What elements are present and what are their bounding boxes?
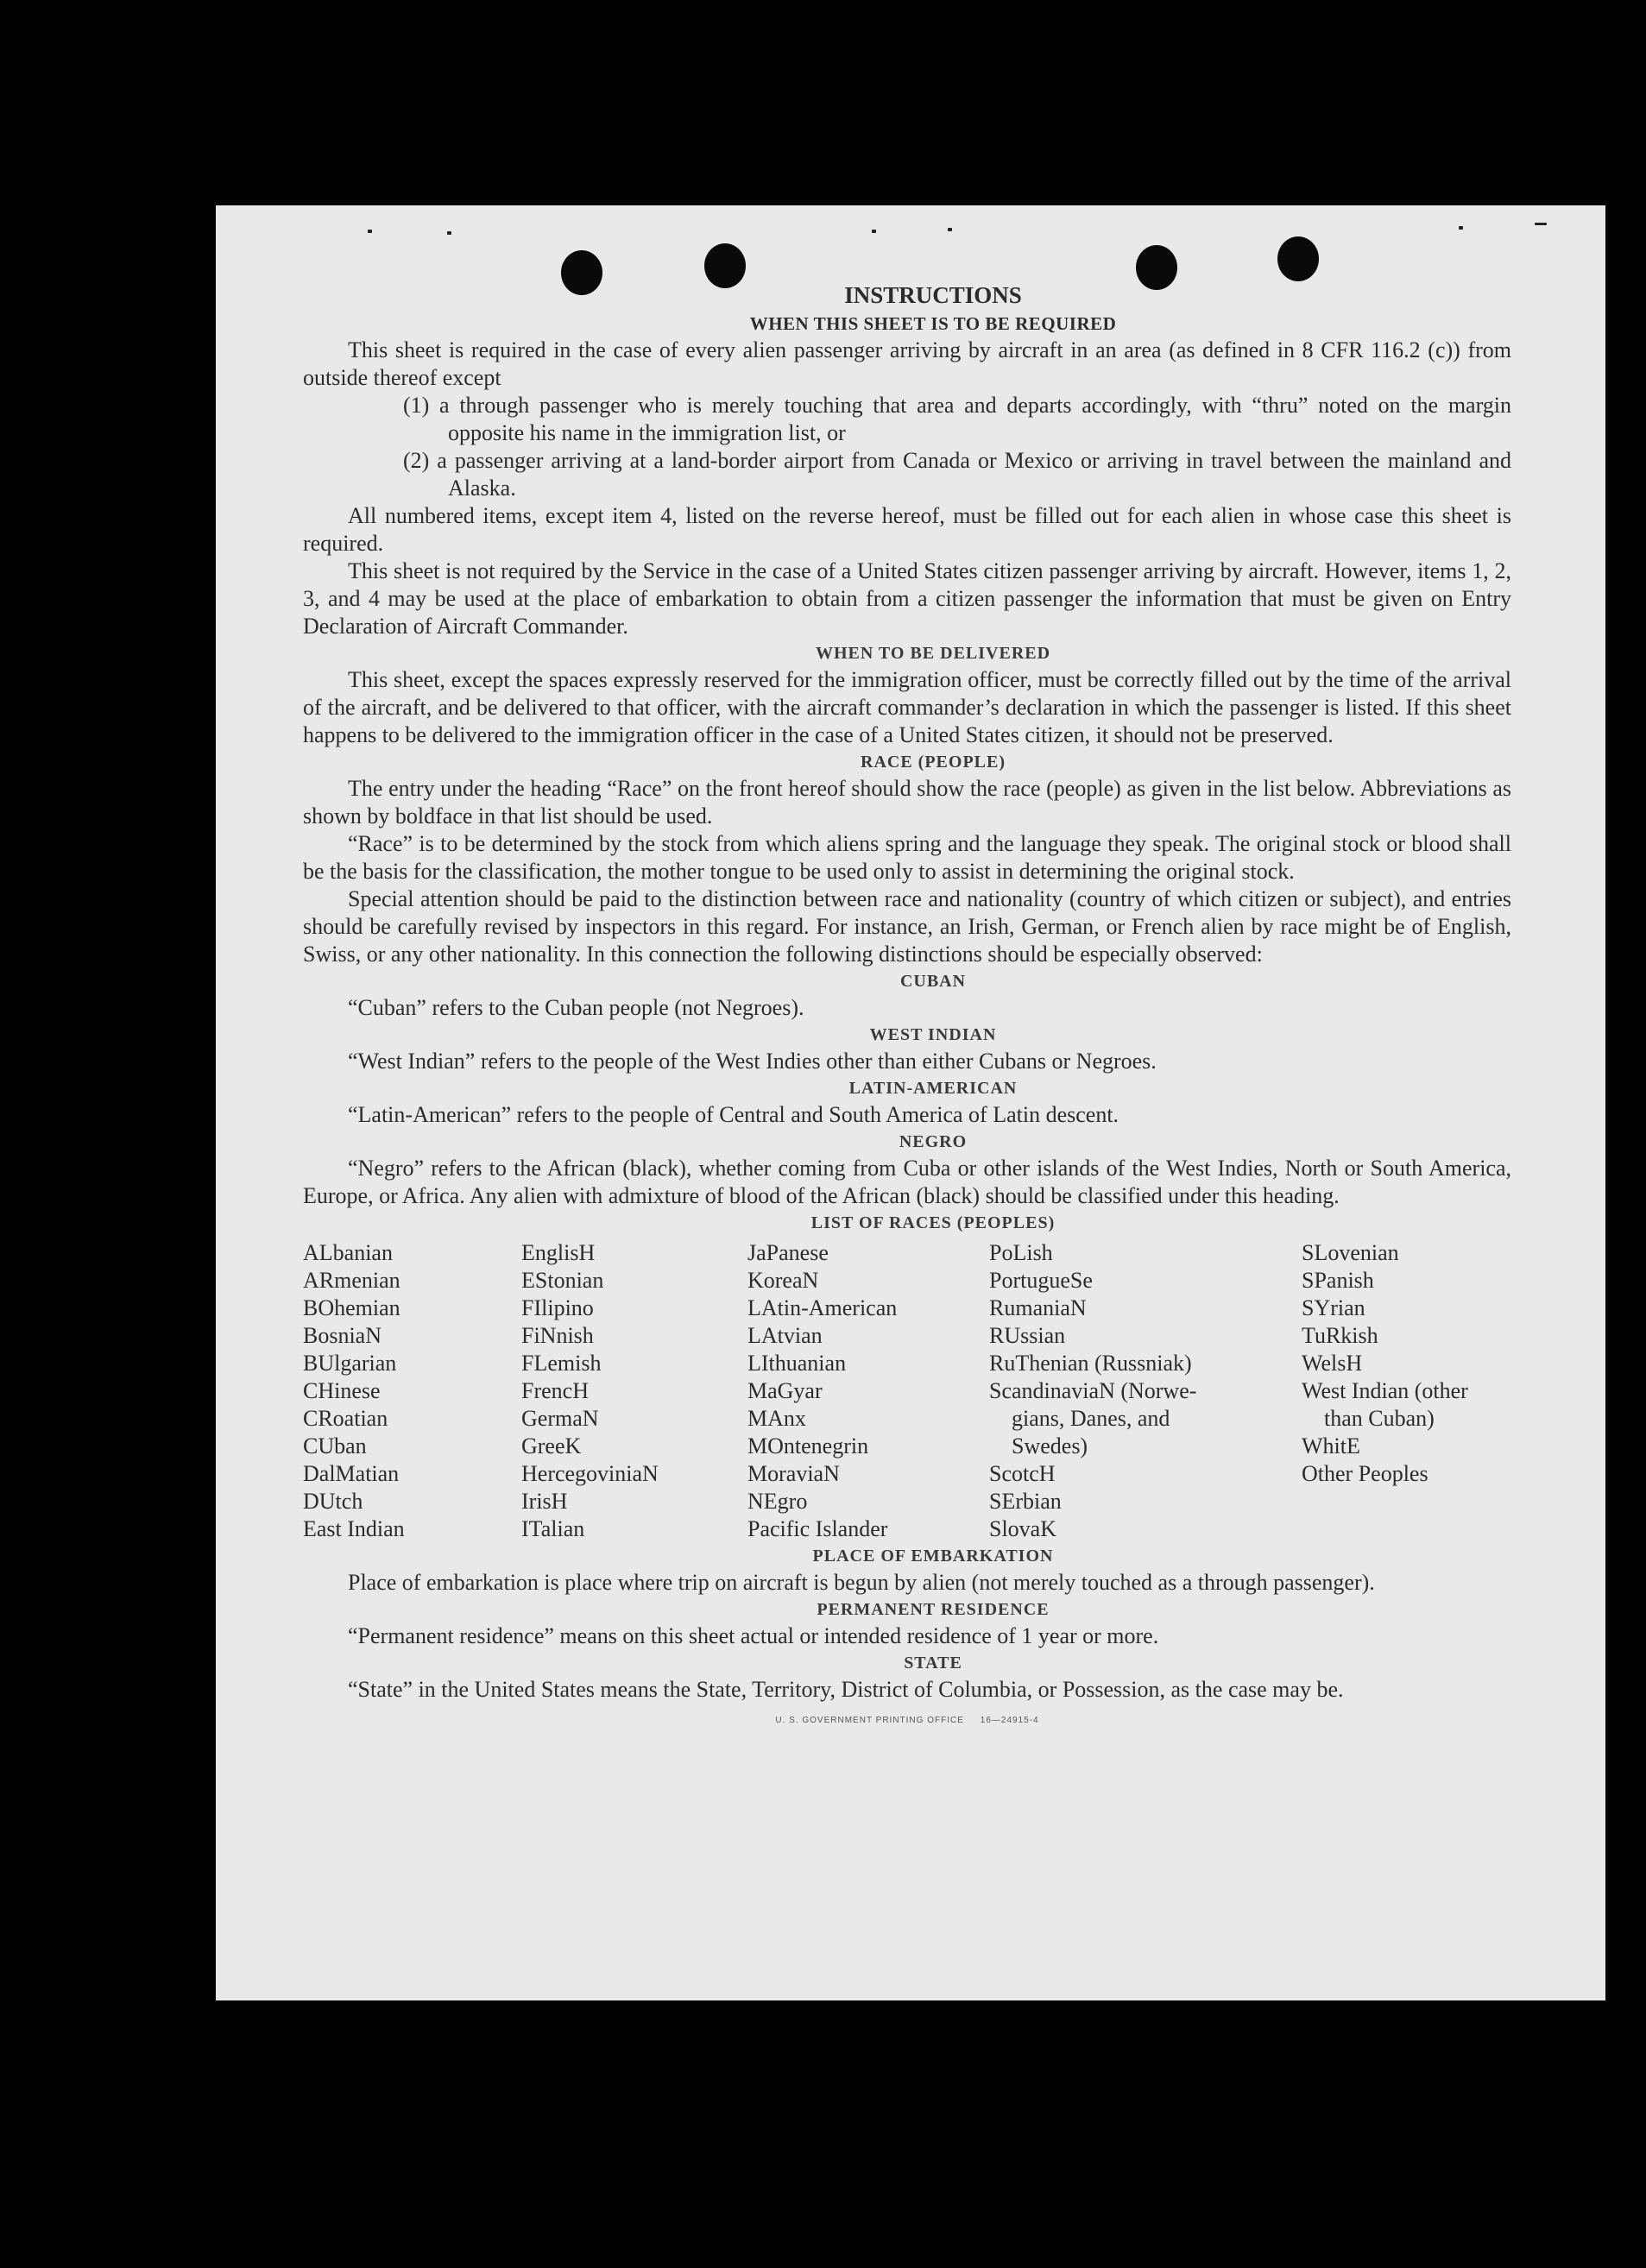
race-entry: MAnx (747, 1406, 806, 1431)
race-entry: DUtch (303, 1489, 363, 1514)
speck (872, 230, 876, 233)
section-heading-west-indian: WEST INDIAN (869, 1025, 997, 1044)
race-entry: WhitE (1302, 1433, 1360, 1458)
race-entry: MoraviaN (747, 1461, 840, 1486)
speck (368, 230, 372, 233)
race-entry: FIlipino (521, 1295, 594, 1320)
race-entry: SYrian (1302, 1295, 1365, 1320)
race-entry: KoreaN (747, 1268, 819, 1293)
definition: “Permanent residence” means on this sheet actual or intended residence of 1 year or more. (348, 1623, 1159, 1648)
race-entry: NEgro (747, 1489, 808, 1514)
list-item: (2) a passenger arriving at a land-border airport from Canada or Mexico or arriving in travel between the mainland and Alaska. (403, 448, 1511, 501)
form-code: 16—24915-4 (980, 1716, 1039, 1725)
races-column-2 (521, 1239, 747, 1543)
race-entry: MOntenegrin (747, 1433, 869, 1458)
race-entry: RUssian (989, 1323, 1066, 1348)
race-entry: FLemish (521, 1351, 602, 1376)
race-entry: PortugueSe (989, 1268, 1093, 1293)
race-entry: EStonian (521, 1268, 604, 1293)
race-entry: LAtvian (747, 1323, 823, 1348)
race-entry: SPanish (1302, 1268, 1374, 1293)
race-entry: TuRkish (1302, 1323, 1378, 1348)
speck (948, 228, 952, 231)
sheet-content (303, 280, 1511, 1725)
race-entry: CRoatian (303, 1406, 388, 1431)
race-entry: West Indian (other (1302, 1378, 1468, 1403)
instruction-sheet (216, 205, 1605, 2000)
paragraph: All numbered items, except item 4, listed on the reverse hereof, must be filled out for each alien in whose case this sheet is required. (303, 503, 1511, 556)
race-entry: JaPanese (747, 1240, 829, 1265)
race-entry: CUban (303, 1433, 367, 1458)
definition: “State” in the United States means the State, Territory, District of Columbia, or Possession, as the case may be. (348, 1677, 1344, 1702)
paragraph: The entry under the heading “Race” on the front hereof should show the race (people) as given in the list below. Abbreviations as shown by boldface in that list should be used. (303, 776, 1511, 828)
race-entry: ScotcH (989, 1461, 1056, 1486)
paragraph: This sheet, except the spaces expressly reserved for the immigration officer, must be correctly filled out by the time of the arrival of the aircraft, and be delivered to that officer, with the aircraft commander’s declaration in which the passenger is listed. If this sheet happens to be delivered to the immigration officer in the case of a United States citizen, it should not be preserved. (303, 667, 1511, 747)
section-heading-residence: PERMANENT RESIDENCE (817, 1600, 1050, 1619)
race-entry: HercegoviniaN (521, 1461, 659, 1486)
race-entry: RuThenian (Russniak) (989, 1351, 1192, 1376)
punch-hole (1277, 236, 1319, 281)
section-heading-required: WHEN THIS SHEET IS TO BE REQUIRED (749, 313, 1117, 334)
race-entry: ALbanian (303, 1240, 393, 1265)
definition: “Cuban” refers to the Cuban people (not Negroes). (348, 995, 804, 1020)
race-entry: CHinese (303, 1378, 381, 1403)
race-entry-continued: than Cuban) (1324, 1406, 1435, 1431)
section-heading-latin-american: LATIN-AMERICAN (848, 1079, 1018, 1098)
race-entry: SErbian (989, 1489, 1062, 1514)
section-heading-embarkation: PLACE OF EMBARKATION (812, 1547, 1054, 1566)
race-entry: GermaN (521, 1406, 599, 1431)
printer-name: U. S. GOVERNMENT PRINTING OFFICE (775, 1716, 964, 1725)
printer-imprint (303, 1716, 1511, 1725)
race-entry: LAtin-American (747, 1295, 898, 1320)
race-entry: GreeK (521, 1433, 582, 1458)
list-item: (1) a through passenger who is merely touching that area and departs accordingly, with “thru” noted on the margin opposite his name in the immigration list, or (403, 393, 1511, 445)
race-entry: Pacific Islander (747, 1516, 888, 1541)
races-column-1 (303, 1239, 521, 1543)
race-entry: RumaniaN (989, 1295, 1087, 1320)
race-entry: ScandinaviaN (Norwe- (989, 1378, 1197, 1403)
speck (1535, 223, 1547, 225)
race-entry: FiNnish (521, 1323, 594, 1348)
race-entry: DalMatian (303, 1461, 400, 1486)
race-entry: ARmenian (303, 1268, 400, 1293)
section-heading-state: STATE (904, 1654, 962, 1673)
race-entry: SLovenian (1302, 1240, 1399, 1265)
paragraph: “Race” is to be determined by the stock from which aliens spring and the language they speak. The original stock or blood shall be the basis for the classification, the mother tongue to be used only to assist in determining the original stock. (303, 831, 1511, 884)
races-column-4 (989, 1239, 1302, 1543)
race-entry: BUlgarian (303, 1351, 397, 1376)
races-column-3 (747, 1239, 989, 1543)
race-entry: FrencH (521, 1378, 589, 1403)
speck (447, 231, 451, 235)
paragraph: This sheet is required in the case of every alien passenger arriving by aircraft in an area (as defined in 8 CFR 116.2 (c)) from outside thereof except (303, 337, 1511, 390)
definition: Place of embarkation is place where trip on aircraft is begun by alien (not merely touched as a through passenger). (348, 1570, 1375, 1595)
paragraph: This sheet is not required by the Service in the case of a United States citizen passenger arriving by aircraft. However, items 1, 2, 3, and 4 may be used at the place of embarkation to obtain from a citizen passenger the information that must be given on Entry Declaration of Aircraft Commander. (303, 558, 1511, 639)
race-entry: PoLish (989, 1240, 1053, 1265)
race-entry: SlovaK (989, 1516, 1056, 1541)
page-title: INSTRUCTIONS (844, 282, 1022, 308)
race-entry: EnglisH (521, 1240, 596, 1265)
definition: “Negro” refers to the African (black), whether coming from Cuba or other islands of the West Indies, North or South America, Europe, or Africa. Any alien with admixture of blood of the African (black) should be classified under this heading. (303, 1156, 1511, 1208)
race-entry: LIthuanian (747, 1351, 847, 1376)
race-entry-continued: gians, Danes, and (1012, 1406, 1170, 1431)
section-heading-races-list: LIST OF RACES (PEOPLES) (810, 1213, 1056, 1232)
section-heading-delivered: WHEN TO BE DELIVERED (815, 644, 1051, 663)
section-heading-race: RACE (PEOPLE) (861, 753, 1006, 772)
paragraph: Special attention should be paid to the distinction between race and nationality (country of which citizen or subject), and entries should be carefully revised by inspectors in this regard. For instance, an Irish, German, or French alien by race might be of English, Swiss, or any other nationality. In this connection the following distinctions should be especially observed: (303, 886, 1511, 967)
race-entry: ITalian (521, 1516, 585, 1541)
definition: “Latin-American” refers to the people of Central and South America of Latin descent. (348, 1102, 1119, 1127)
speck (1459, 226, 1463, 230)
races-column-5 (1302, 1239, 1511, 1543)
race-entry: BOhemian (303, 1295, 400, 1320)
race-entry: East Indian (303, 1516, 405, 1541)
section-heading-cuban: CUBAN (899, 972, 967, 991)
race-entry: BosniaN (303, 1323, 382, 1348)
race-entry: MaGyar (747, 1378, 823, 1403)
races-list (303, 1239, 1511, 1543)
race-entry: Other Peoples (1302, 1461, 1428, 1486)
race-entry: IrisH (521, 1489, 568, 1514)
definition: “West Indian” refers to the people of the West Indies other than either Cubans or Negroes. (348, 1049, 1157, 1074)
race-entry: WelsH (1302, 1351, 1363, 1376)
race-entry-continued: Swedes) (1012, 1433, 1088, 1458)
section-heading-negro: NEGRO (899, 1132, 968, 1151)
